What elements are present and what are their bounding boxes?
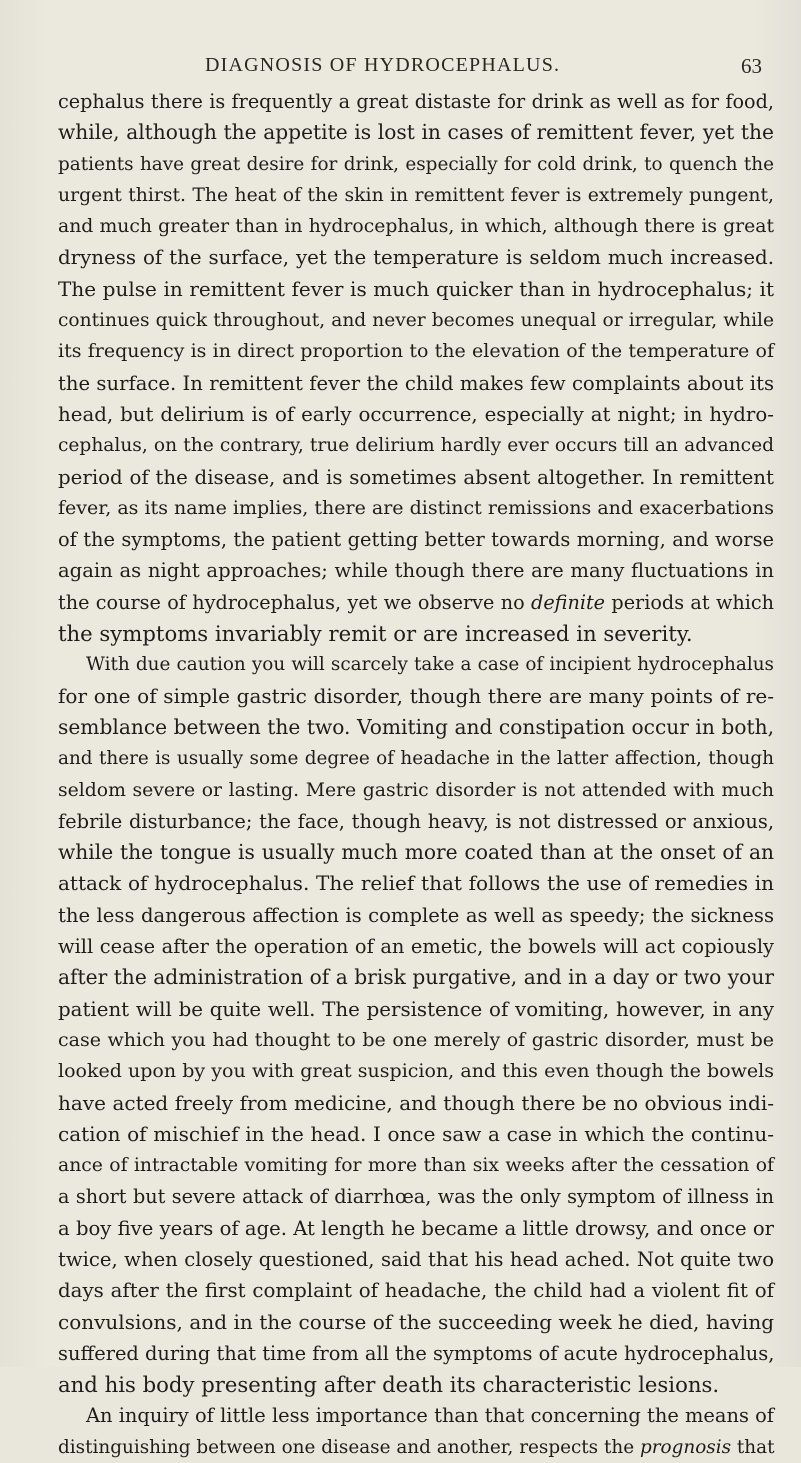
text-line: period of the disease, and is sometimes absent altogether. In remittent <box>58 465 774 489</box>
text-line: the less dangerous affection is complete as well as speedy; the sickness <box>58 903 774 927</box>
running-title: DIAGNOSIS OF HYDROCEPHALUS. <box>205 54 561 76</box>
text-line: for one of simple gastric disorder, though there are many points of re- <box>58 683 774 708</box>
text-line: cephalus, on the contrary, true delirium hardly ever occurs till an advanced <box>58 435 774 457</box>
text-line: days after the first complaint of headache, the child had a violent fit of <box>58 1279 774 1303</box>
body-text <box>58 86 774 1463</box>
text-line: continues quick throughout, and never becomes unequal or irregular, while <box>58 310 774 332</box>
page-header <box>0 54 801 84</box>
text-line: cephalus there is frequently a great distaste for drink as well as for food, <box>58 90 774 113</box>
text-line: twice, when closely questioned, said that his head ached. Not quite two <box>58 1247 774 1271</box>
text-line: again as night approaches; while though there are many fluctuations in <box>58 559 774 583</box>
text-line: have acted freely from medicine, and though there be no obvious indi- <box>58 1090 774 1115</box>
text-line: case which you had thought to be one merely of gastric disorder, must be <box>58 1028 774 1051</box>
text-line: cation of mischief in the head. I once saw a case in which the continu- <box>58 1121 774 1146</box>
text-line: head, but delirium is of early occurrence, especially at night; in hydro- <box>58 402 774 426</box>
text-line: after the administration of a brisk purgative, and in a day or two your <box>58 965 774 990</box>
text-line: suffered during that time from all the symptoms of acute hydrocephalus, <box>58 1341 775 1365</box>
text-line: attack of hydrocephalus. The relief that follows the use of remedies in <box>58 871 774 896</box>
text-line: a boy five years of age. At length he became a little drowsy, and once or <box>58 1216 774 1240</box>
text-line: and there is usually some degree of headache in the latter affection, though <box>58 748 774 770</box>
text-line: febrile disturbance; the face, though heavy, is not distressed or anxious, <box>58 809 774 833</box>
text-line: the course of hydrocephalus, yet we observe no definite periods at which <box>58 590 774 614</box>
text-line: The pulse in remittent fever is much quicker than in hydrocephalus; it <box>58 276 774 301</box>
text-line: semblance between the two. Vomiting and constipation occur in both, <box>58 714 774 739</box>
text-line: while, although the appetite is lost in cases of remittent fever, yet the <box>58 120 774 145</box>
text-line: of the symptoms, the patient getting better towards morning, and worse <box>58 528 774 552</box>
text-line: the symptoms invariably remit or are increased in severity. <box>58 621 693 647</box>
page-number: 63 <box>741 54 762 78</box>
text-line: distinguishing between one disease and another, respects the prognosis that <box>58 1436 775 1458</box>
text-line: seldom severe or lasting. Mere gastric disorder is not attended with much <box>58 779 774 801</box>
text-line: ance of intractable vomiting for more than six weeks after the cessation of <box>58 1155 774 1177</box>
text-line: urgent thirst. The heat of the skin in remittent fever is extremely pungent, <box>58 184 774 206</box>
text-line: its frequency is in direct proportion to the elevation of the temperature of <box>58 340 774 363</box>
text-line: An inquiry of little less importance than that concerning the means of <box>86 1404 774 1428</box>
text-line: a short but severe attack of diarrhœa, was the only symptom of illness in <box>58 1185 774 1209</box>
text-line: With due caution you will scarcely take a case of incipient hydrocephalus <box>86 654 774 676</box>
text-line: the surface. In remittent fever the child makes few complaints about its <box>58 371 774 395</box>
text-line: will cease after the operation of an emetic, the bowels will act copiously <box>58 935 774 959</box>
text-line: and his body presenting after death its characteristic lesions. <box>58 1372 720 1398</box>
text-line: looked upon by you with great suspicion, and this even though the bowels <box>58 1060 774 1083</box>
text-line: convulsions, and in the course of the succeeding week he died, having <box>58 1309 774 1334</box>
text-line: fever, as its name implies, there are distinct remissions and exacerbations <box>58 496 774 519</box>
text-line: while the tongue is usually much more coated than at the onset of an <box>58 840 774 865</box>
text-line: dryness of the surface, yet the temperature is seldom much increased. <box>58 246 774 270</box>
text-line: patient will be quite well. The persistence of vomiting, however, in any <box>58 997 774 1021</box>
text-line: and much greater than in hydrocephalus, in which, although there is great <box>58 216 774 238</box>
text-line: patients have great desire for drink, especially for cold drink, to quench the <box>58 153 774 175</box>
